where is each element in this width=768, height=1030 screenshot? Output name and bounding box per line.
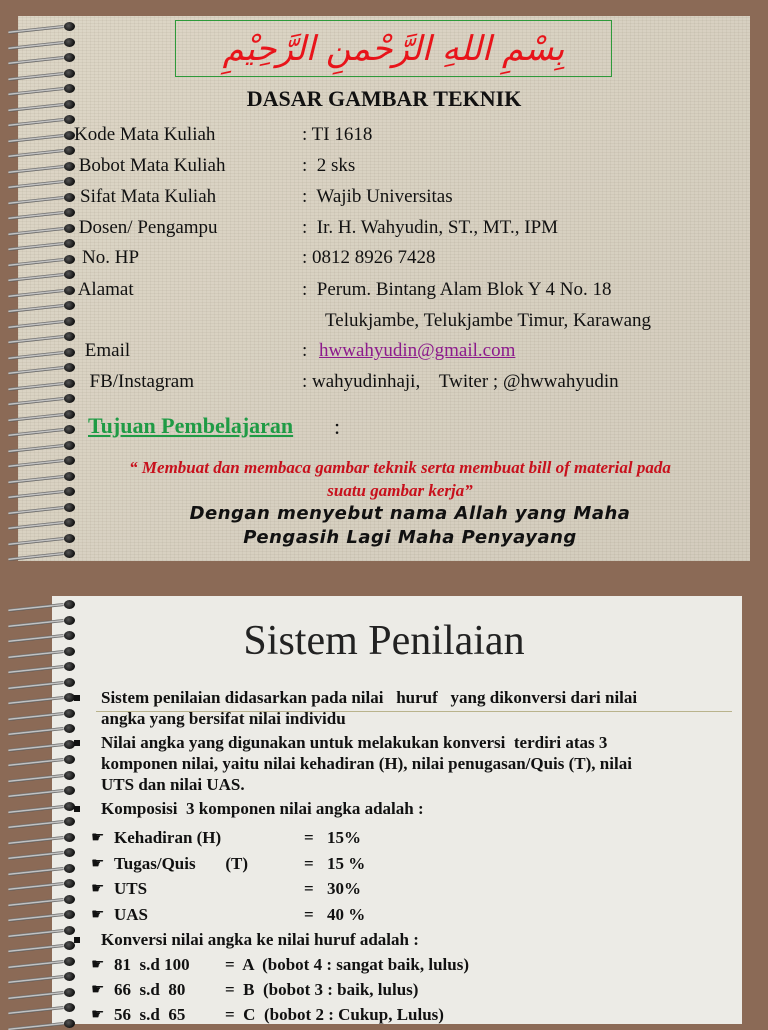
info-value: :	[302, 340, 317, 361]
info-value: : 0812 8926 7428	[302, 247, 436, 268]
komponen-name: Kehadiran (H)	[114, 828, 222, 847]
komponen-name: UTS	[114, 879, 148, 898]
pointing-hand-icon: ☛	[91, 879, 105, 897]
binding-hole	[64, 208, 75, 217]
binding-hole	[64, 724, 75, 733]
binding-hole	[64, 1019, 75, 1028]
course-title: DASAR GAMBAR TEKNIK	[246, 86, 522, 111]
binding-hole	[64, 115, 75, 124]
bullet-text: angka yang bersifat nilai individu	[101, 709, 346, 728]
info-label: No. HP	[82, 247, 140, 268]
info-label: Email	[80, 340, 131, 361]
info-label: Bobot Mata Kuliah	[74, 155, 226, 176]
komponen-equals: =	[304, 853, 314, 873]
binding-hole	[64, 239, 75, 248]
bullet-square	[74, 695, 80, 701]
pointing-hand-icon: ☛	[91, 980, 105, 998]
binding-hole	[64, 771, 75, 780]
info-value: : Wajib Universitas	[302, 186, 453, 207]
binding-hole	[64, 425, 75, 434]
pointing-hand-icon: ☛	[91, 1005, 105, 1023]
info-label: Kode Mata Kuliah	[74, 124, 216, 145]
binding-hole	[64, 755, 75, 764]
konversi-grade: = B (bobot 3 : baik, lulus)	[225, 980, 419, 999]
binding-hole	[64, 534, 75, 543]
binding-hole	[64, 53, 75, 62]
email-link[interactable]: hwwahyudin@gmail.com	[319, 340, 516, 361]
bullet-text: Sistem penilaian didasarkan pada nilai huruf yang dikonversi dari nilai	[101, 688, 638, 707]
info-label: Alamat	[74, 279, 134, 300]
binding-hole	[64, 379, 75, 388]
konversi-grade: = C (bobot 2 : Cukup, Lulus)	[225, 1005, 444, 1024]
binding-hole	[64, 549, 75, 558]
info-label: Dosen/ Pengampu	[74, 217, 218, 238]
komponen-value: 30%	[327, 879, 361, 898]
pointing-hand-icon: ☛	[91, 828, 105, 846]
konversi-grade: = A (bobot 4 : sangat baik, lulus)	[225, 955, 469, 974]
binding-hole	[64, 472, 75, 481]
binding-hole	[64, 317, 75, 326]
objective-quote	[80, 456, 720, 502]
spiral-wire	[8, 1022, 64, 1030]
binding-hole	[64, 879, 75, 888]
objective-quote-line1: “ Membuat dan membaca gambar teknik serta membuat bill of material pada	[129, 458, 671, 477]
bullet-text: UTS dan nilai UAS.	[101, 775, 245, 794]
binding-hole	[64, 146, 75, 155]
binding-hole	[64, 910, 75, 919]
komponen-equals: =	[304, 828, 314, 847]
objective-quote-line2: suatu gambar kerja”	[327, 481, 473, 500]
grading-title: Sistem Penilaian	[243, 618, 525, 664]
komponen-equals: =	[304, 879, 314, 898]
komponen-name: Tugas/Quis (T)	[114, 853, 248, 873]
bullet-square	[74, 740, 80, 746]
konversi-title: Konversi nilai angka ke nilai huruf adalah :	[101, 930, 419, 949]
pointing-hand-icon: ☛	[91, 955, 105, 973]
binding-hole	[64, 864, 75, 873]
komponen-equals: =	[304, 904, 314, 924]
binding-hole	[64, 988, 75, 997]
binding-hole	[64, 456, 75, 465]
binding-hole	[64, 503, 75, 512]
binding-hole	[64, 833, 75, 842]
dengan-line1: Dengan menyebut nama Allah yang Maha	[189, 503, 631, 524]
binding-hole	[64, 709, 75, 718]
binding-hole	[64, 926, 75, 935]
konversi-range: 81 s.d 100	[114, 955, 190, 974]
dengan-caption	[110, 502, 710, 550]
komponen-name: UAS	[114, 904, 149, 924]
pointing-hand-icon: ☛	[91, 853, 105, 872]
info-value: : Perum. Bintang Alam Blok Y 4 No. 18	[302, 279, 612, 300]
info-label: FB/Instagram	[80, 371, 194, 392]
binding-hole	[64, 957, 75, 966]
binding-hole	[64, 38, 75, 47]
binding-hole	[64, 332, 75, 341]
binding-hole	[64, 972, 75, 981]
binding-hole	[64, 22, 75, 31]
info-label: Sifat Mata Kuliah	[80, 186, 217, 207]
bullet-text: komponen nilai, yaitu nilai kehadiran (H), nilai penugasan/Quis (T), nilai	[101, 754, 632, 773]
binding-hole	[64, 348, 75, 357]
bullet-square	[74, 806, 80, 812]
binding-hole	[64, 817, 75, 826]
info-value: : wahyudinhaji, Twiter ; @hwwahyudin	[302, 371, 619, 392]
binding-hole	[64, 786, 75, 795]
binding-hole	[64, 193, 75, 202]
konversi-range: 66 s.d 80	[114, 980, 186, 999]
binding-hole	[64, 518, 75, 527]
info-value: : TI 1618	[302, 124, 373, 145]
binding-hole	[64, 301, 75, 310]
binding-hole	[64, 1003, 75, 1012]
info-value: : Ir. H. Wahyudin, ST., MT., IPM	[302, 217, 559, 238]
binding-hole	[64, 270, 75, 279]
binding-hole	[64, 487, 75, 496]
binding-hole	[64, 177, 75, 186]
binding-hole	[64, 895, 75, 904]
binding-hole	[64, 600, 75, 609]
tujuan-heading: Tujuan Pembelajaran	[88, 413, 294, 438]
info-value: : 2 sks	[302, 155, 356, 176]
binding-hole	[64, 255, 75, 264]
bullet-square	[74, 937, 80, 943]
binding-hole	[64, 678, 75, 687]
komponen-value: 15 %	[327, 853, 366, 873]
konversi-range: 56 s.d 65	[114, 1005, 186, 1024]
komponen-value: 15%	[327, 828, 361, 847]
pointing-hand-icon: ☛	[91, 904, 105, 923]
basmalah-calligraphy	[175, 20, 612, 77]
tujuan-colon: :	[334, 414, 341, 439]
binding-hole	[64, 394, 75, 403]
binding-hole	[64, 848, 75, 857]
binding-hole	[64, 441, 75, 450]
binding-hole	[64, 69, 75, 78]
bullet-text: Nilai angka yang digunakan untuk melakukan konversi terdiri atas 3	[101, 733, 608, 752]
bullet-text: Komposisi 3 komponen nilai angka adalah :	[101, 799, 424, 818]
dengan-line2: Pengasih Lagi Maha Penyayang	[243, 527, 577, 548]
komponen-value: 40 %	[327, 904, 366, 924]
info-value: Telukjambe, Telukjambe Timur, Karawang	[325, 310, 652, 331]
binding-hole	[64, 410, 75, 419]
binding-hole	[64, 363, 75, 372]
basmalah-text: بِسْمِ اللهِ الرَّحْمنِ الرَّحِيْمِ	[222, 28, 565, 69]
